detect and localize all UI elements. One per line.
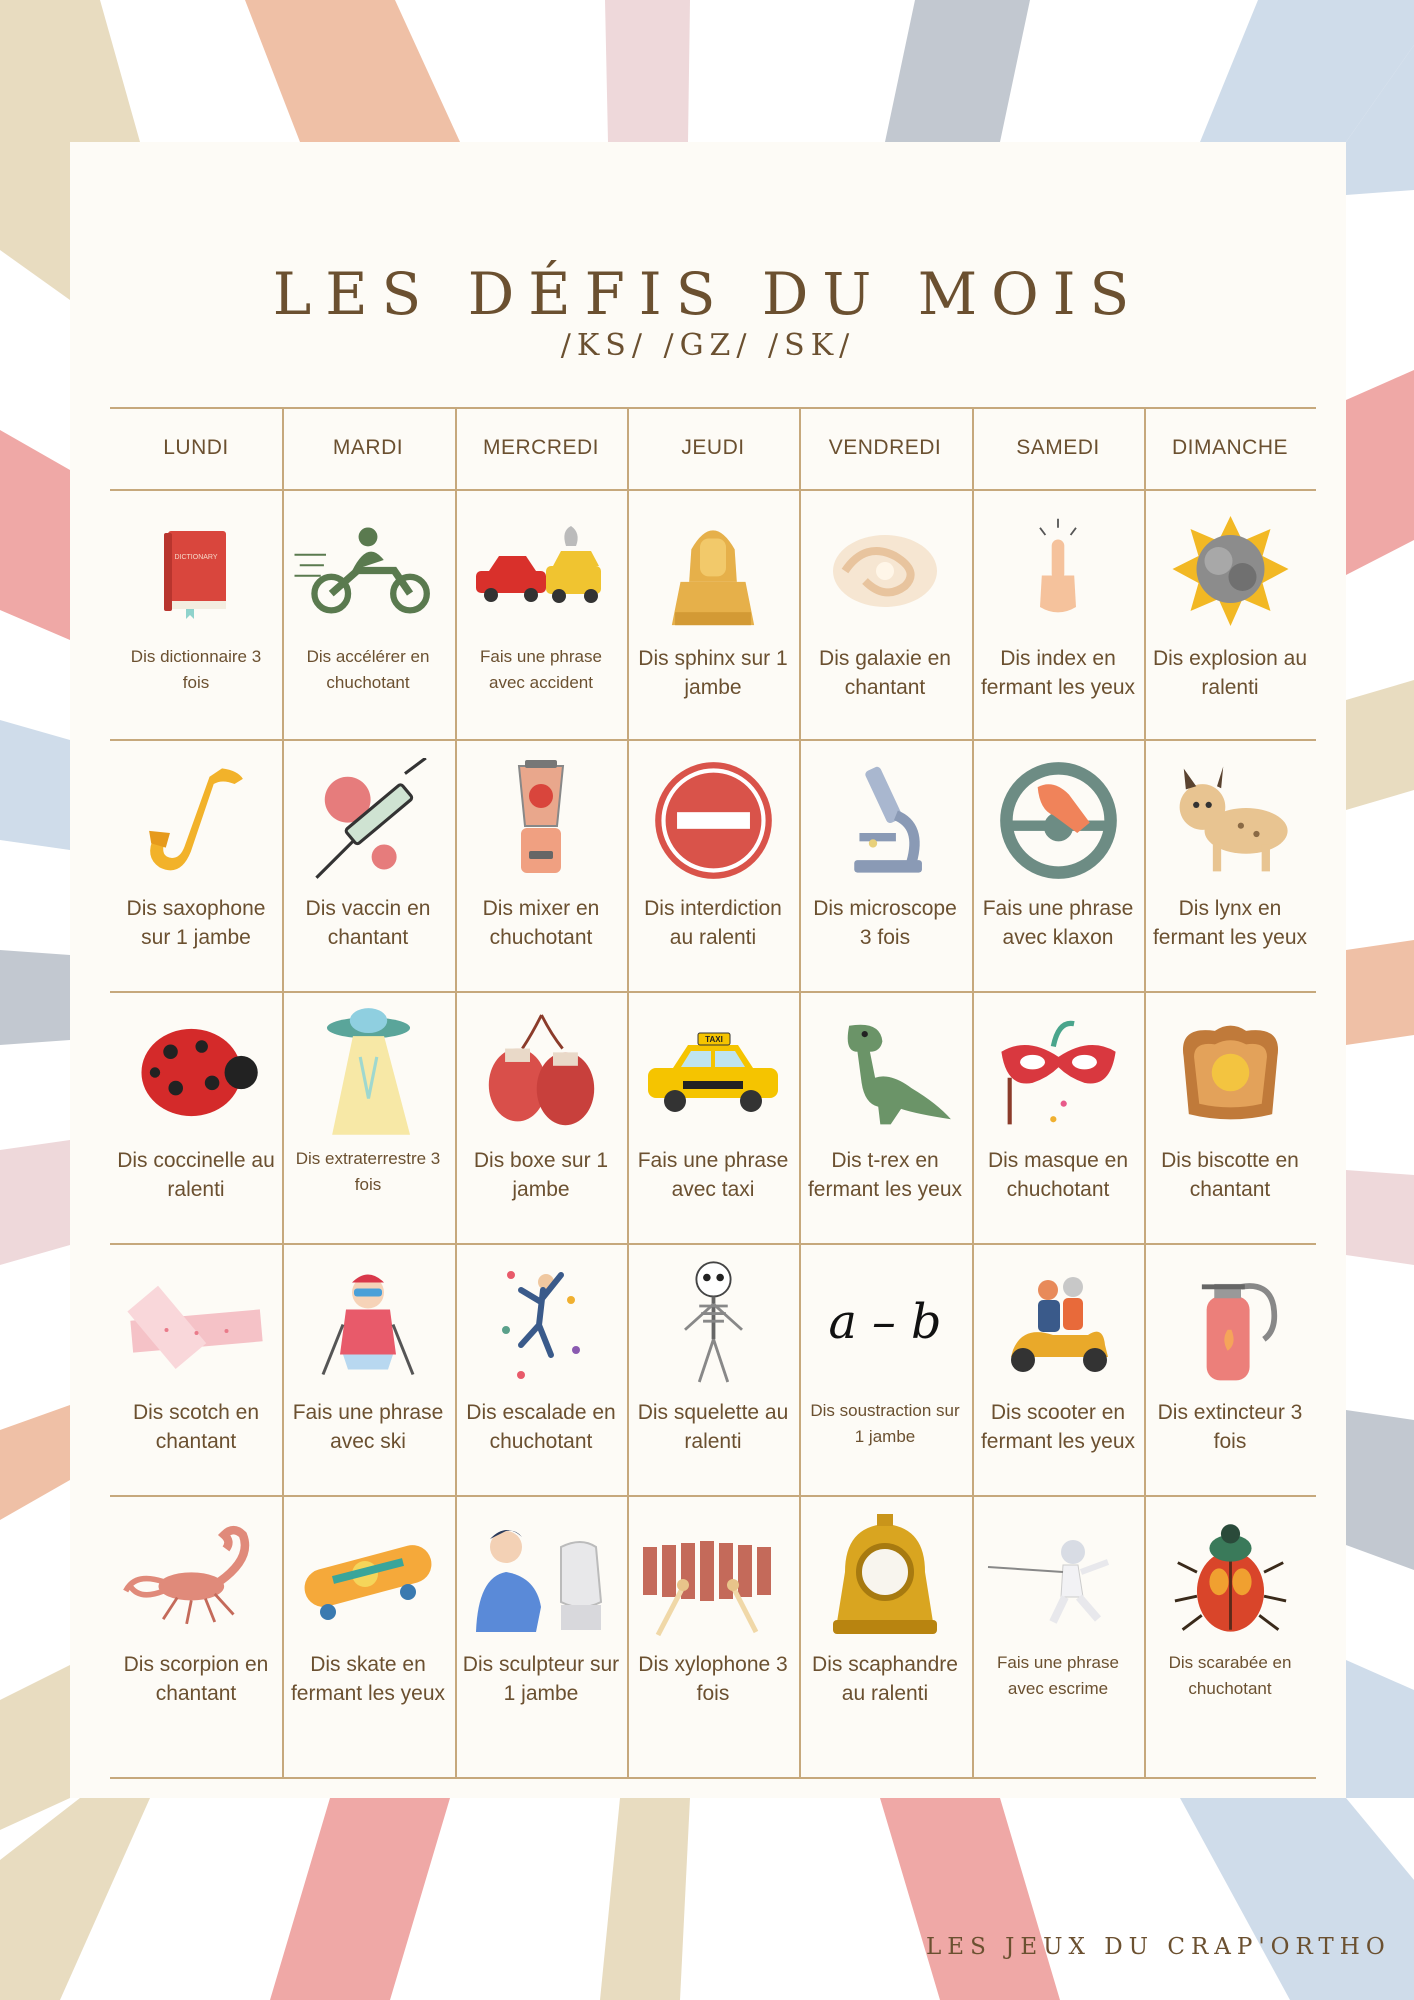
challenge-cell — [282, 1497, 454, 1777]
challenge-cell — [282, 993, 454, 1243]
challenge-text: Dis interdiction au ralenti — [644, 897, 782, 949]
challenge-text: Dis explosion au ralenti — [1152, 647, 1308, 699]
blender-icon — [466, 753, 616, 888]
challenge-text: Dis soustraction sur 1 jambe — [810, 1401, 960, 1446]
challenge-cell — [627, 491, 799, 739]
challenge-text: Dis skate en fermant les yeux — [290, 1653, 446, 1705]
page-subtitle: /KS/ /GZ/ /SK/ — [560, 328, 856, 363]
challenge-text: Dis index en fermant les yeux — [980, 647, 1136, 699]
galaxy-icon — [810, 503, 960, 638]
explosion-icon — [1155, 503, 1305, 638]
grid-hline — [110, 1777, 1316, 1779]
svg-text:DICTIONARY: DICTIONARY — [174, 553, 218, 561]
challenge-text: Dis scotch en chantant — [132, 1401, 260, 1453]
skeleton-icon — [638, 1257, 788, 1392]
challenge-text: Dis sculpteur sur 1 jambe — [462, 1653, 620, 1705]
challenge-cell — [110, 993, 282, 1243]
challenge-text: Dis coccinelle au ralenti — [117, 1149, 275, 1201]
challenge-text: Dis vaccin en chantant — [305, 897, 431, 949]
car-accident-icon — [466, 503, 616, 638]
no-entry-sign-icon — [638, 753, 788, 888]
challenge-text: Dis extincteur 3 fois — [1157, 1401, 1303, 1453]
lynx-icon — [1155, 753, 1305, 888]
challenge-text: Dis scorpion en chantant — [123, 1653, 269, 1705]
challenge-cell — [1144, 491, 1316, 739]
challenge-text: Dis accélérer en chuchotant — [306, 647, 430, 692]
challenge-cell — [799, 1245, 971, 1495]
challenge-cell — [110, 741, 282, 991]
footer-brand: LES JEUX DU CRAP'ORTHO — [926, 1934, 1391, 1960]
challenge-text: Dis scaphandre au ralenti — [812, 1653, 958, 1705]
fencer-icon — [983, 1509, 1133, 1644]
challenge-cell — [455, 993, 627, 1243]
challenge-text: Dis escalade en chuchotant — [466, 1401, 616, 1453]
day-header-mercredi: MERCREDI — [482, 436, 599, 459]
carnival-mask-icon — [983, 1005, 1133, 1140]
ufo-icon — [293, 1005, 443, 1140]
challenge-text: Dis biscotte en chantant — [1161, 1149, 1299, 1201]
challenge-cell — [282, 1245, 454, 1495]
challenge-text: Dis scarabée en chuchotant — [1168, 1653, 1292, 1698]
calendar-grid — [110, 407, 1316, 1779]
sculptor-icon — [466, 1509, 616, 1644]
challenge-cell — [972, 993, 1144, 1243]
challenge-cell — [972, 1245, 1144, 1495]
challenge-text: Fais une phrase avec klaxon — [982, 897, 1134, 949]
challenge-cell — [799, 491, 971, 739]
challenge-cell — [1144, 993, 1316, 1243]
ladybug-icon — [121, 1005, 271, 1140]
challenge-cell — [110, 491, 282, 739]
challenge-cell — [972, 491, 1144, 739]
challenge-text: Dis t-rex en fermant les yeux — [807, 1149, 963, 1201]
toast-icon — [1155, 1005, 1305, 1140]
challenge-cell — [110, 1245, 282, 1495]
challenge-text: Dis extraterrestre 3 fois — [295, 1149, 441, 1194]
challenge-text: Fais une phrase avec ski — [292, 1401, 444, 1453]
day-header-samedi: SAMEDI — [1016, 436, 1100, 459]
challenge-card — [70, 142, 1346, 1798]
challenge-cell — [1144, 741, 1316, 991]
challenge-text: Dis mixer en chuchotant — [482, 897, 600, 949]
day-header-mardi: MARDI — [332, 436, 404, 459]
challenge-text: Dis microscope 3 fois — [813, 897, 957, 949]
challenge-cell — [455, 741, 627, 991]
challenge-cell — [627, 1245, 799, 1495]
climber-icon — [466, 1257, 616, 1392]
challenge-cell — [282, 741, 454, 991]
t-rex-icon — [810, 1005, 960, 1140]
challenge-text: Dis scooter en fermant les yeux — [980, 1401, 1136, 1453]
beetle-icon — [1155, 1509, 1305, 1644]
microscope-icon — [810, 753, 960, 888]
challenge-cell — [799, 993, 971, 1243]
challenge-text: Dis squelette au ralenti — [637, 1401, 789, 1453]
svg-text:TAXI: TAXI — [705, 1034, 723, 1044]
challenge-cell — [282, 491, 454, 739]
challenge-cell — [799, 741, 971, 991]
fire-extinguisher-icon — [1155, 1257, 1305, 1392]
sphinx-icon — [638, 503, 788, 638]
tape-icon — [121, 1257, 271, 1392]
skier-icon — [293, 1257, 443, 1392]
challenge-cell — [972, 741, 1144, 991]
steering-wheel-icon — [983, 753, 1133, 888]
vaccine-icon — [293, 753, 443, 888]
diving-helmet-icon — [810, 1509, 960, 1644]
taxi-icon — [638, 1005, 788, 1140]
challenge-text: Dis sphinx sur 1 jambe — [638, 647, 788, 699]
saxophone-icon — [121, 753, 271, 888]
boxing-gloves-icon — [466, 1005, 616, 1140]
subtraction-icon — [810, 1257, 960, 1392]
challenge-text: Dis masque en chuchotant — [987, 1149, 1129, 1201]
challenge-cell — [972, 1497, 1144, 1777]
challenge-cell — [627, 741, 799, 991]
motorcycle-icon — [293, 503, 443, 638]
challenge-cell — [1144, 1245, 1316, 1495]
challenge-cell — [627, 993, 799, 1243]
challenge-text: Dis galaxie en chantant — [819, 647, 951, 699]
challenge-text: Dis xylophone 3 fois — [638, 1653, 788, 1705]
scorpion-icon — [121, 1509, 271, 1644]
xylophone-icon — [638, 1509, 788, 1644]
challenge-cell — [455, 1245, 627, 1495]
skateboard-icon — [293, 1509, 443, 1644]
dictionary-icon — [121, 503, 271, 638]
day-header-vendredi: VENDREDI — [828, 436, 942, 459]
challenge-text: Dis saxophone sur 1 jambe — [126, 897, 266, 949]
day-header-jeudi: JEUDI — [681, 436, 745, 459]
challenge-cell — [455, 491, 627, 739]
challenge-text: Fais une phrase avec taxi — [637, 1149, 789, 1201]
challenge-cell — [1144, 1497, 1316, 1777]
svg-text:a – b: a – b — [828, 1294, 942, 1350]
challenge-text: Fais une phrase avec accident — [480, 647, 602, 692]
day-header-dimanche: DIMANCHE — [1171, 436, 1288, 459]
index-finger-icon — [983, 503, 1133, 638]
challenge-text: Dis lynx en fermant les yeux — [1152, 897, 1308, 949]
challenge-text: Dis dictionnaire 3 fois — [130, 647, 262, 692]
challenge-text: Dis boxe sur 1 jambe — [473, 1149, 609, 1201]
scooter-icon — [983, 1257, 1133, 1392]
challenge-cell — [799, 1497, 971, 1777]
day-header-lundi: LUNDI — [163, 436, 229, 459]
challenge-cell — [110, 1497, 282, 1777]
challenge-cell — [627, 1497, 799, 1777]
challenge-text: Fais une phrase avec escrime — [997, 1653, 1119, 1698]
challenge-cell — [455, 1497, 627, 1777]
page-title: LES DÉFIS DU MOIS — [272, 260, 1144, 328]
